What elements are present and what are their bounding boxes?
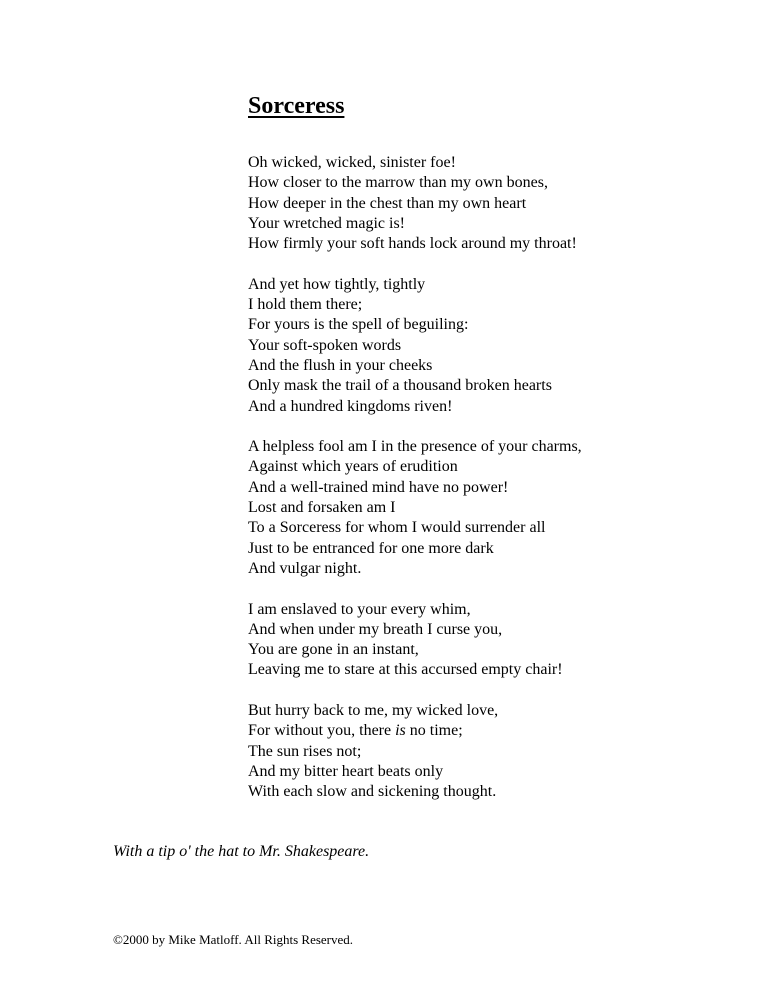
poem-line: How deeper in the chest than my own heart <box>248 194 527 212</box>
poem-line: With each slow and sickening thought. <box>248 783 497 801</box>
poem-line: And vulgar night. <box>248 559 362 577</box>
poem-line-with-emphasis <box>248 721 748 741</box>
poem-title: Sorceress <box>248 93 345 119</box>
poem-line: You are gone in an instant, <box>248 641 419 659</box>
poem-line: I am enslaved to your every whim, <box>248 600 471 618</box>
poem-line: For yours is the spell of beguiling: <box>248 316 469 334</box>
poem-line: Only mask the trail of a thousand broken hearts <box>248 377 552 395</box>
poem-line: Against which years of erudition <box>248 458 458 476</box>
copyright-notice: ©2000 by Mike Matloff. All Rights Reserved. <box>113 932 354 947</box>
emphasis-after: no time; <box>405 722 463 740</box>
poem-line: Oh wicked, wicked, sinister foe! <box>248 154 456 171</box>
poem-line: And when under my breath I curse you, <box>248 620 503 638</box>
poem-line: The sun rises not; <box>248 742 362 760</box>
poem-line: But hurry back to me, my wicked love, <box>248 702 499 720</box>
poem-line: Just to be entranced for one more dark <box>248 539 494 557</box>
stanza-4 <box>248 600 748 681</box>
stanza-5 <box>248 701 748 802</box>
emphasized-word: is <box>395 722 406 740</box>
poem-line: And my bitter heart beats only <box>248 762 444 780</box>
poem-line: Leaving me to stare at this accursed empty chair! <box>248 661 563 679</box>
poem-line: A helpless fool am I in the presence of your charms, <box>248 438 582 456</box>
dedication-note: With a tip o' the hat to Mr. Shakespeare. <box>113 843 370 860</box>
poem-line: And yet how tightly, tightly <box>248 275 426 293</box>
emphasis-before: For without you, there <box>248 722 396 740</box>
poem-line: And a well-trained mind have no power! <box>248 478 509 496</box>
stanza-3 <box>248 437 748 579</box>
poem-body <box>248 153 748 823</box>
stanza-1 <box>248 153 748 254</box>
poem-line: I hold them there; <box>248 296 363 314</box>
poem-line: And a hundred kingdoms riven! <box>248 397 453 415</box>
poem-line: How closer to the marrow than my own bones, <box>248 174 548 192</box>
poem-line: Your soft-spoken words <box>248 336 402 354</box>
poem-line: And the flush in your cheeks <box>248 356 433 374</box>
poem-line: Your wretched magic is! <box>248 214 406 232</box>
poem-line: Lost and forsaken am I <box>248 499 396 517</box>
stanza-2 <box>248 275 748 417</box>
poem-line: To a Sorceress for whom I would surrender all <box>248 519 546 537</box>
poem-line: How firmly your soft hands lock around my throat! <box>248 235 577 253</box>
